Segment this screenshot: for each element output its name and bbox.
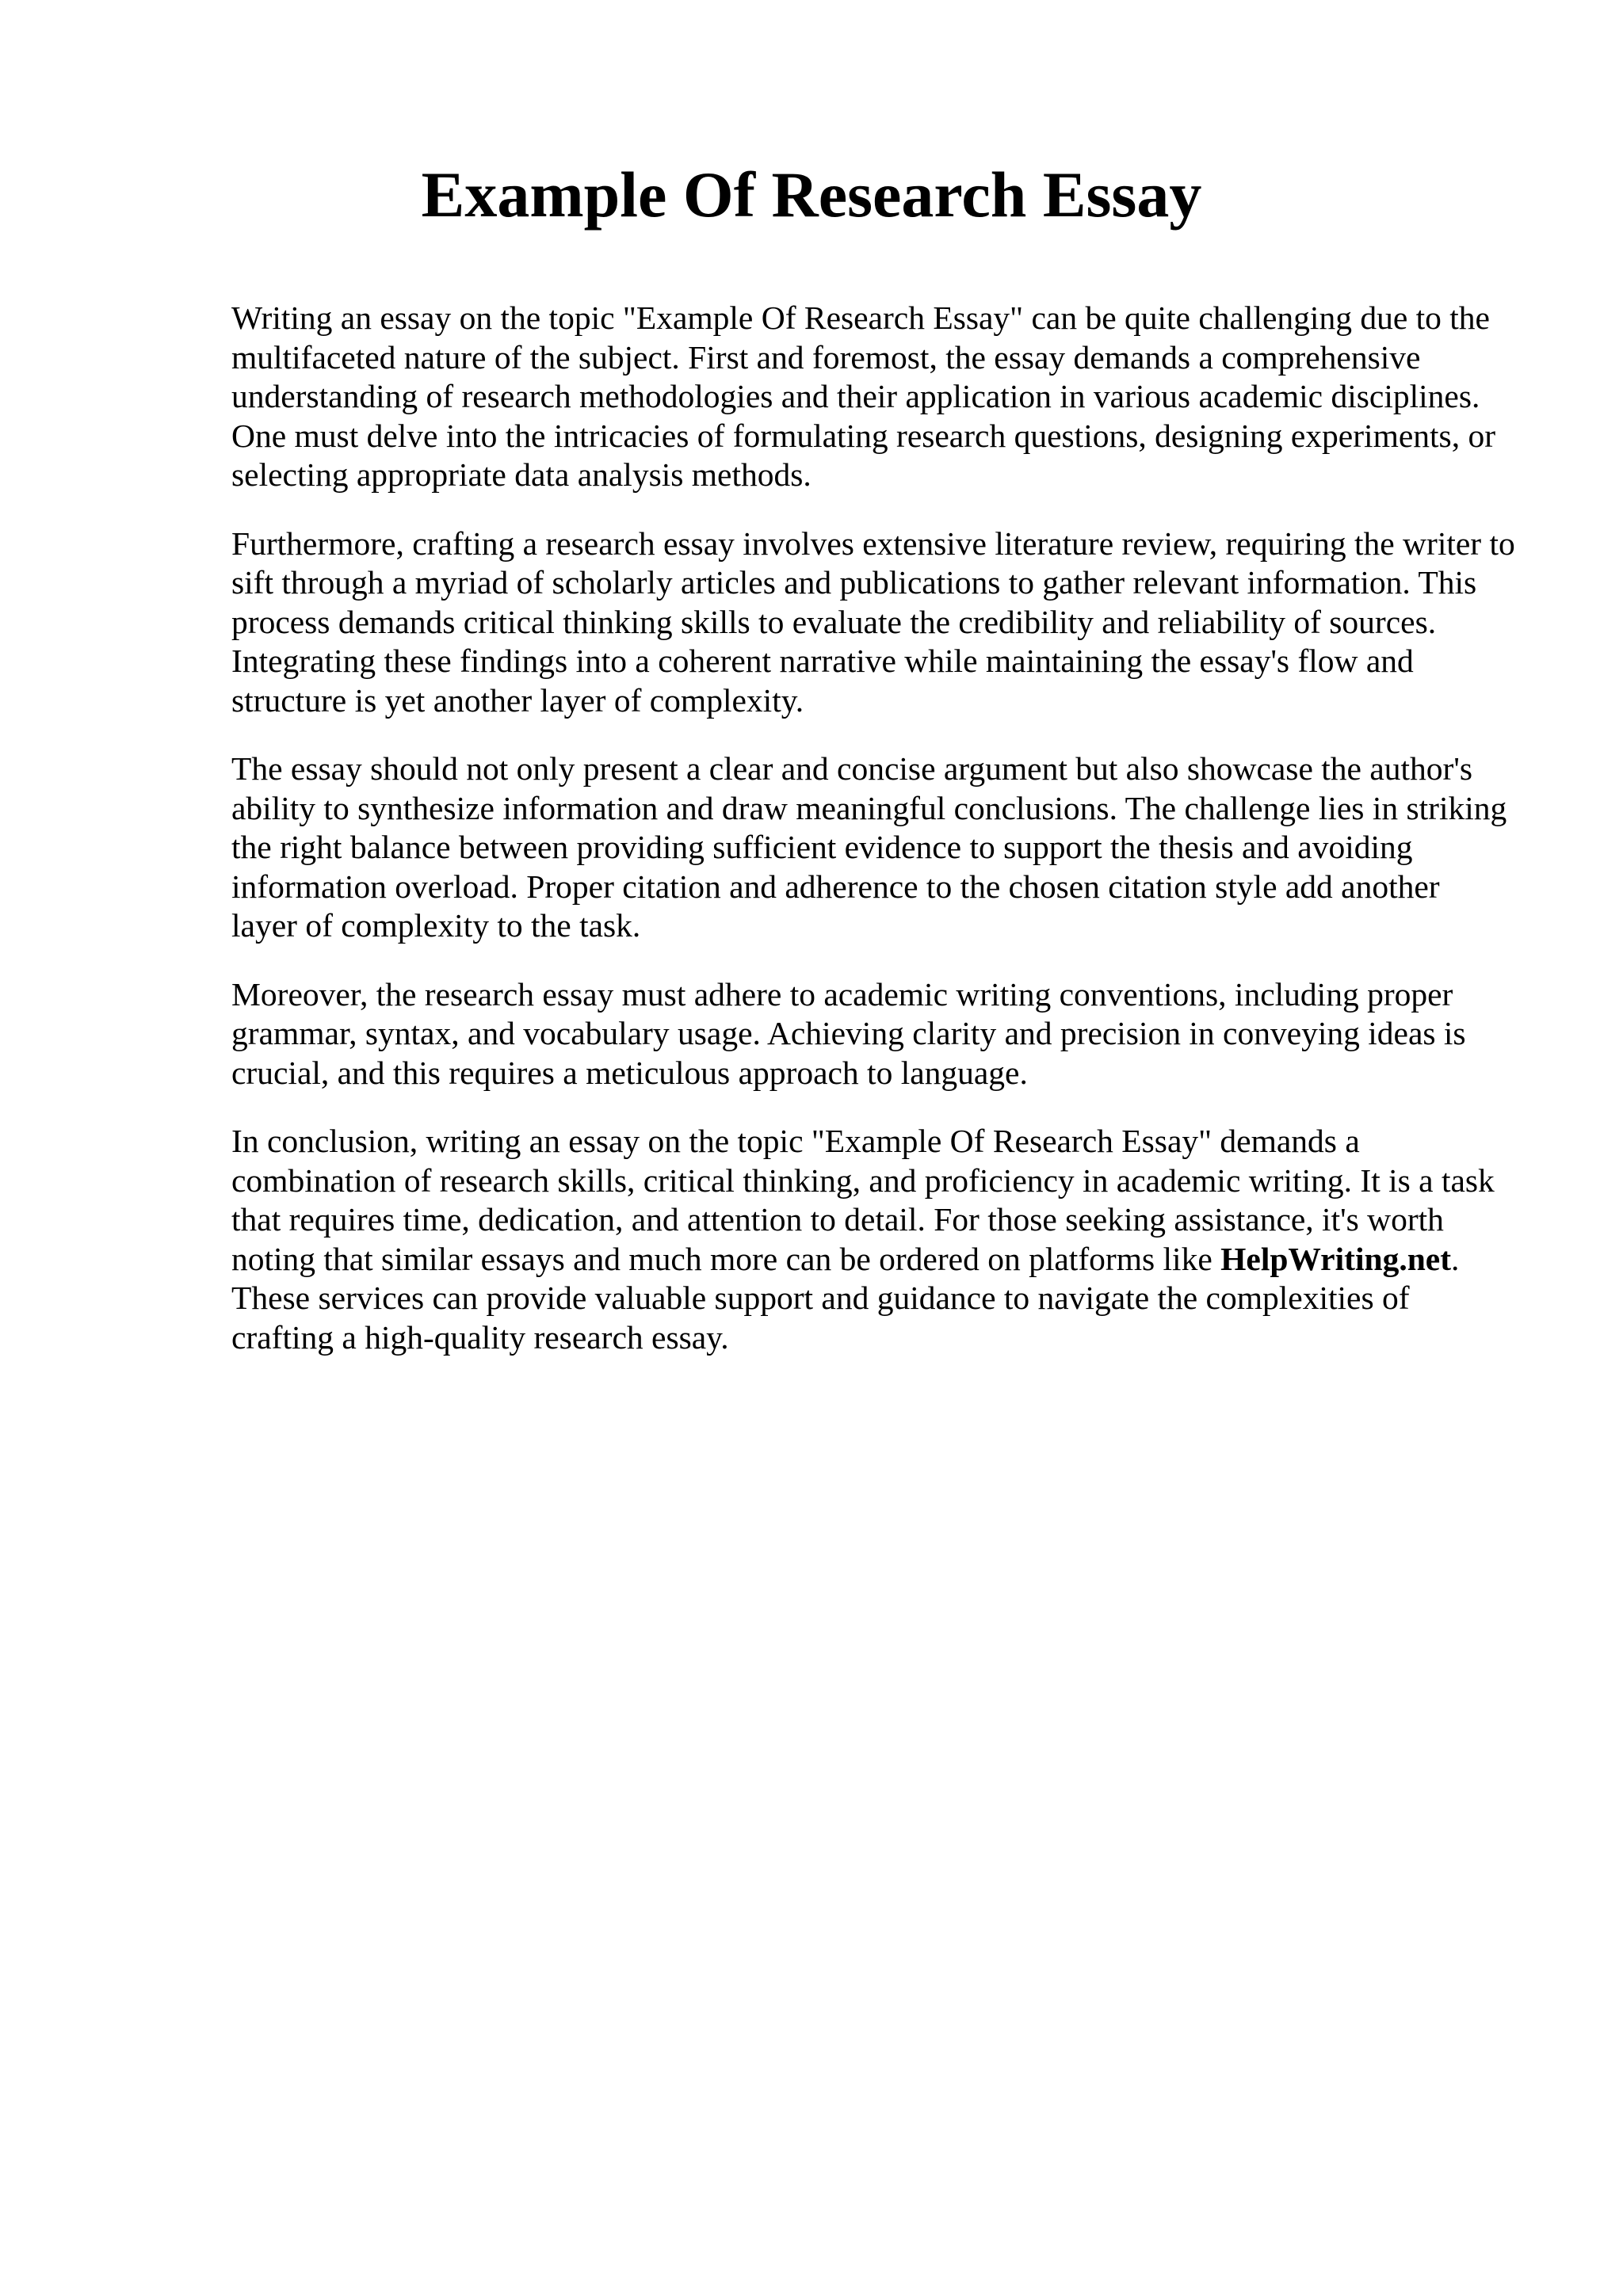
text-line: crafting a high-quality research essay. — [231, 1318, 729, 1356]
document-title: Example Of Research Essay — [421, 158, 1202, 231]
text-line: combination of research skills, critical thinking, and proficiency in academic writing. It is a task — [231, 1161, 1495, 1199]
paragraph-1 — [231, 299, 1523, 495]
text-line: multifaceted nature of the subject. First and foremost, the essay demands a comprehensive — [231, 338, 1421, 376]
paragraph-2 — [231, 524, 1523, 721]
paragraph-4 — [231, 975, 1523, 1093]
brand-name: HelpWriting.net — [1220, 1240, 1452, 1277]
brand-line-end: . — [1451, 1240, 1460, 1277]
text-line: process demands critical thinking skills to evaluate the credibility and reliability of sources. — [231, 603, 1437, 640]
brand-line — [231, 1240, 1523, 1280]
document-body — [231, 299, 1523, 1386]
paragraph-5 — [231, 1122, 1523, 1357]
text-line: In conclusion, writing an essay on the topic "Example Of Research Essay" demands a — [231, 1123, 1360, 1159]
text-line: layer of complexity to the task. — [231, 907, 641, 944]
text-line: understanding of research methodologies and their application in various academic disciplines. — [231, 378, 1480, 414]
text-line: grammar, syntax, and vocabulary usage. Achieving clarity and precision in conveying ideas is — [231, 1015, 1466, 1051]
text-line: that requires time, dedication, and attention to detail. For those seeking assistance, it's worth — [231, 1201, 1444, 1238]
text-line: The essay should not only present a clear and concise argument but also showcase the author's — [231, 750, 1472, 787]
text-line: Writing an essay on the topic "Example Of Research Essay" can be quite challenging due to the — [231, 299, 1490, 336]
paragraph-3 — [231, 749, 1523, 946]
text-line: the right balance between providing sufficient evidence to support the thesis and avoiding — [231, 829, 1413, 865]
text-line: One must delve into the intricacies of formulating research questions, designing experiments, or — [231, 417, 1496, 454]
text-line: These services can provide valuable support and guidance to navigate the complexities of — [231, 1280, 1410, 1316]
text-line: ability to synthesize information and draw meaningful conclusions. The challenge lies in striking — [231, 789, 1507, 826]
text-line: Moreover, the research essay must adhere to academic writing conventions, including proper — [231, 975, 1453, 1013]
text-line: information overload. Proper citation and adherence to the chosen citation style add another — [231, 868, 1440, 905]
text-line: structure is yet another layer of complexity. — [231, 681, 804, 719]
brand-line-text: noting that similar essays and much more can be ordered on platforms like — [231, 1240, 1221, 1277]
text-line: Integrating these findings into a coherent narrative while maintaining the essay's flow and — [231, 643, 1414, 679]
text-line: sift through a myriad of scholarly articles and publications to gather relevant information. This — [231, 564, 1477, 601]
text-line: crucial, and this requires a meticulous approach to language. — [231, 1054, 1028, 1091]
text-line: selecting appropriate data analysis methods. — [231, 456, 812, 493]
text-line: Furthermore, crafting a research essay involves extensive literature review, requiring the writer to — [231, 524, 1515, 562]
